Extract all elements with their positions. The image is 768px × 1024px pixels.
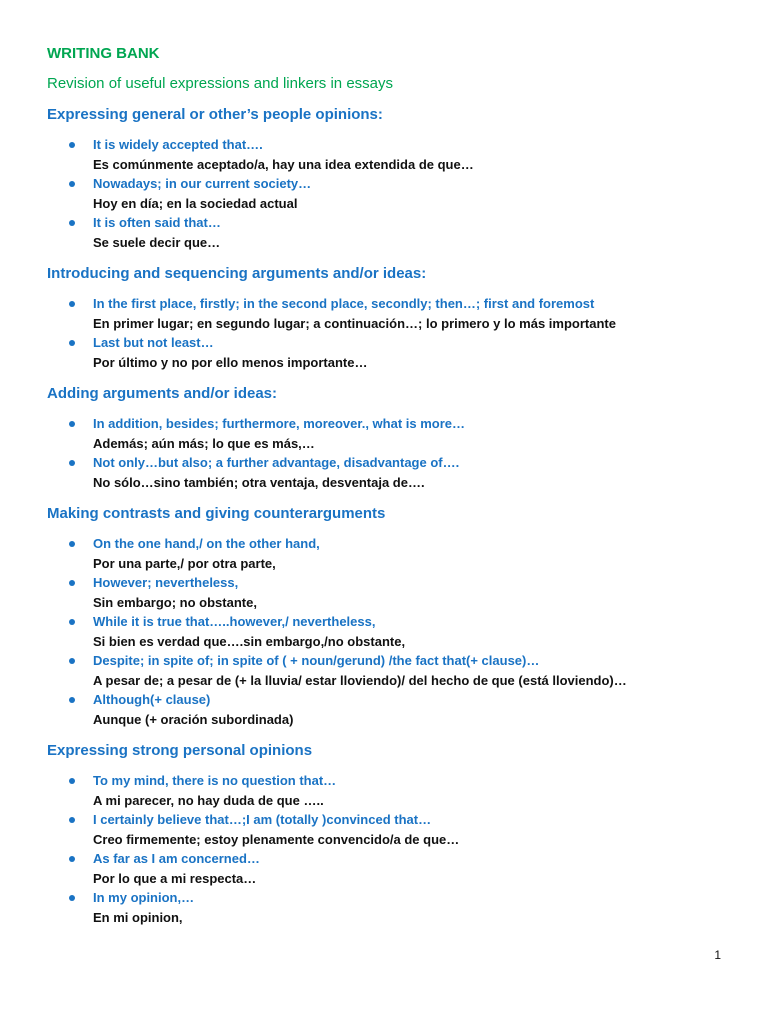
spanish-translation: Se suele decir que… <box>93 235 221 250</box>
list-item <box>47 690 737 729</box>
expression-list <box>47 771 737 927</box>
section-heading: Expressing general or other’s people opinions: <box>47 106 383 123</box>
spanish-translation: Creo firmemente; estoy plenamente convencido/a de que… <box>93 832 460 847</box>
list-item <box>47 174 737 213</box>
bullet-icon <box>69 856 75 862</box>
bullet-icon <box>69 658 75 664</box>
expression-list <box>47 414 737 492</box>
bullet-icon <box>69 697 75 703</box>
list-item <box>47 573 737 612</box>
spanish-translation: Es comúnmente aceptado/a, hay una idea extendida de que… <box>93 157 474 172</box>
bullet-icon <box>69 619 75 625</box>
spanish-translation: A pesar de; a pesar de (+ la lluvia/ estar lloviendo)/ del hecho de que (está lloviendo)… <box>93 673 627 688</box>
expression-list <box>47 135 737 252</box>
spanish-translation: A mi parecer, no hay duda de que ….. <box>93 793 324 808</box>
spanish-translation: Por último y no por ello menos importante… <box>93 355 368 370</box>
list-item <box>47 453 737 492</box>
english-expression: In my opinion,… <box>93 890 195 905</box>
english-expression: However; nevertheless, <box>93 575 239 590</box>
list-item <box>47 612 737 651</box>
bullet-icon <box>69 580 75 586</box>
english-expression: I certainly believe that…;I am (totally )convinced that… <box>93 812 432 827</box>
spanish-translation: Además; aún más; lo que es más,… <box>93 436 315 451</box>
list-item <box>47 651 737 690</box>
bullet-icon <box>69 142 75 148</box>
expression-list <box>47 294 737 372</box>
list-item <box>47 135 737 174</box>
list-item <box>47 294 737 333</box>
spanish-translation: En primer lugar; en segundo lugar; a continuación…; lo primero y lo más importante <box>93 316 616 331</box>
document-subtitle: Revision of useful expressions and linkers in essays <box>47 75 394 92</box>
sections-container <box>47 105 737 927</box>
bullet-icon <box>69 460 75 466</box>
list-item <box>47 213 737 252</box>
bullet-icon <box>69 220 75 226</box>
section-heading: Expressing strong personal opinions <box>47 742 313 759</box>
list-item <box>47 414 737 453</box>
list-item <box>47 333 737 372</box>
english-expression: Nowadays; in our current society… <box>93 176 312 191</box>
list-item <box>47 810 737 849</box>
page-number: 1 <box>714 948 721 962</box>
english-expression: On the one hand,/ on the other hand, <box>93 536 320 551</box>
bullet-icon <box>69 181 75 187</box>
bullet-icon <box>69 895 75 901</box>
bullet-icon <box>69 541 75 547</box>
list-item <box>47 888 737 927</box>
bullet-icon <box>69 301 75 307</box>
english-expression: It is widely accepted that…. <box>93 137 263 152</box>
spanish-translation: Aunque (+ oración subordinada) <box>93 712 294 727</box>
bullet-icon <box>69 340 75 346</box>
english-expression: In addition, besides; furthermore, moreover., what is more… <box>93 416 466 431</box>
spanish-translation: En mi opinion, <box>93 910 183 925</box>
english-expression: While it is true that…..however,/ nevertheless, <box>93 614 376 629</box>
bullet-icon <box>69 817 75 823</box>
spanish-translation: Si bien es verdad que….sin embargo,/no obstante, <box>93 634 406 649</box>
section-heading: Introducing and sequencing arguments and/or ideas: <box>47 265 427 282</box>
english-expression: To my mind, there is no question that… <box>93 773 337 788</box>
spanish-translation: Por una parte,/ por otra parte, <box>93 556 276 571</box>
list-item <box>47 771 737 810</box>
english-expression: It is often said that… <box>93 215 221 230</box>
bullet-icon <box>69 421 75 427</box>
english-expression: Last but not least… <box>93 335 214 350</box>
bullet-icon <box>69 778 75 784</box>
list-item <box>47 849 737 888</box>
spanish-translation: Sin embargo; no obstante, <box>93 595 257 610</box>
spanish-translation: No sólo…sino también; otra ventaja, desventaja de…. <box>93 475 425 490</box>
spanish-translation: Por lo que a mi respecta… <box>93 871 257 886</box>
english-expression: Not only…but also; a further advantage, disadvantage of…. <box>93 455 460 470</box>
english-expression: Despite; in spite of; in spite of ( + noun/gerund) /the fact that(+ clause)… <box>93 653 540 668</box>
expression-list <box>47 534 737 729</box>
document-title: WRITING BANK <box>47 45 160 62</box>
document-page <box>47 44 737 927</box>
english-expression: As far as I am concerned… <box>93 851 260 866</box>
section-heading: Making contrasts and giving counterarguments <box>47 505 386 522</box>
english-expression: In the first place, firstly; in the second place, secondly; then…; first and foremost <box>93 296 595 311</box>
spanish-translation: Hoy en día; en la sociedad actual <box>93 196 298 211</box>
english-expression: Although(+ clause) <box>93 692 211 707</box>
section-heading: Adding arguments and/or ideas: <box>47 385 278 402</box>
list-item <box>47 534 737 573</box>
